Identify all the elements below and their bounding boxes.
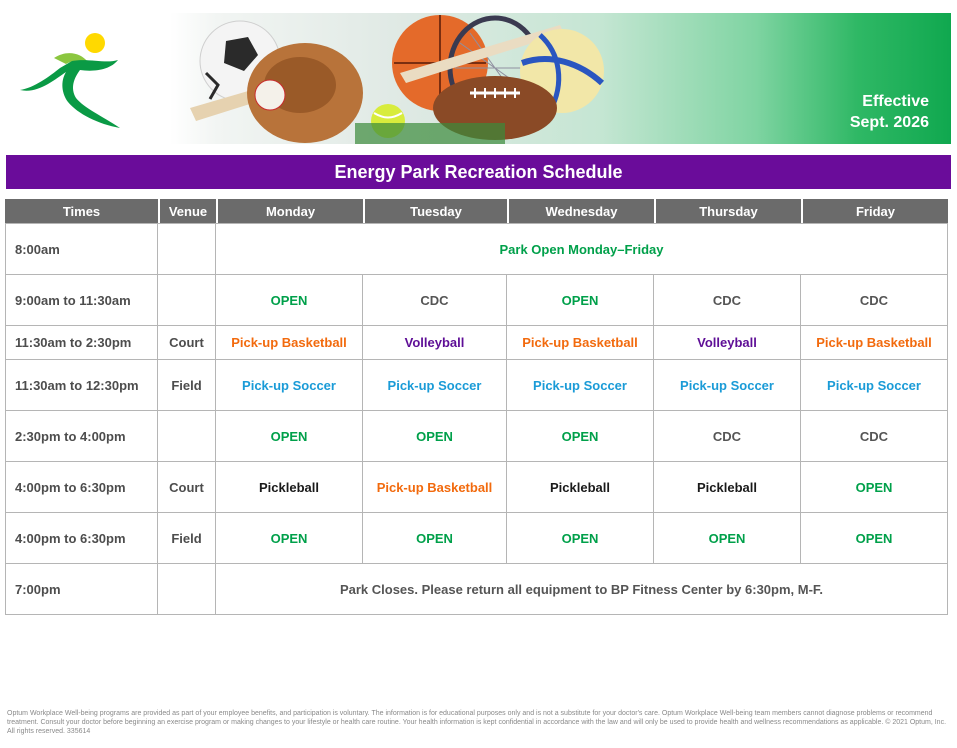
activity-cell: OPEN bbox=[507, 411, 654, 462]
activity-cell: Pick-up Soccer bbox=[363, 360, 507, 411]
venue-cell bbox=[158, 564, 216, 615]
table-row bbox=[5, 513, 948, 564]
schedule-title: Energy Park Recreation Schedule bbox=[6, 155, 951, 189]
venue-cell bbox=[158, 275, 216, 326]
park-open-cell: Park Open Monday–Friday bbox=[216, 223, 948, 275]
header-row bbox=[5, 199, 948, 223]
activity-cell: Pick-up Basketball bbox=[507, 326, 654, 360]
header-friday: Friday bbox=[801, 199, 948, 223]
venue-cell bbox=[158, 411, 216, 462]
venue-cell bbox=[158, 223, 216, 275]
runner-logo-icon bbox=[14, 28, 134, 133]
activity-cell: OPEN bbox=[216, 513, 363, 564]
venue-cell: Court bbox=[158, 462, 216, 513]
schedule-table bbox=[5, 199, 948, 615]
activity-cell: CDC bbox=[801, 411, 948, 462]
venue-cell: Field bbox=[158, 513, 216, 564]
activity-cell: CDC bbox=[363, 275, 507, 326]
header-times: Times bbox=[5, 199, 158, 223]
time-cell: 9:00am to 11:30am bbox=[5, 275, 158, 326]
sports-banner bbox=[170, 13, 951, 144]
activity-cell: Pick-up Basketball bbox=[216, 326, 363, 360]
activity-cell: OPEN bbox=[363, 513, 507, 564]
activity-cell: Volleyball bbox=[654, 326, 801, 360]
sports-equipment-image bbox=[170, 13, 951, 144]
table-row bbox=[5, 275, 948, 326]
activity-cell: Pickleball bbox=[654, 462, 801, 513]
time-cell: 2:30pm to 4:00pm bbox=[5, 411, 158, 462]
activity-cell: CDC bbox=[801, 275, 948, 326]
venue-cell: Court bbox=[158, 326, 216, 360]
activity-cell: Pick-up Basketball bbox=[363, 462, 507, 513]
activity-cell: OPEN bbox=[363, 411, 507, 462]
time-cell: 4:00pm to 6:30pm bbox=[5, 462, 158, 513]
activity-cell: Volleyball bbox=[363, 326, 507, 360]
table-row bbox=[5, 462, 948, 513]
time-cell: 4:00pm to 6:30pm bbox=[5, 513, 158, 564]
header-venue: Venue bbox=[158, 199, 216, 223]
activity-cell: Pick-up Soccer bbox=[801, 360, 948, 411]
activity-cell: OPEN bbox=[654, 513, 801, 564]
time-cell: 11:30am to 2:30pm bbox=[5, 326, 158, 360]
table-row bbox=[5, 326, 948, 360]
activity-cell: Pick-up Basketball bbox=[801, 326, 948, 360]
activity-cell: Pick-up Soccer bbox=[507, 360, 654, 411]
effective-date bbox=[850, 91, 929, 133]
activity-cell: OPEN bbox=[216, 275, 363, 326]
table-row bbox=[5, 360, 948, 411]
activity-cell: Pickleball bbox=[507, 462, 654, 513]
park-closes-cell: Park Closes. Please return all equipment to BP Fitness Center by 6:30pm, M-F. bbox=[216, 564, 948, 615]
activity-cell: OPEN bbox=[507, 513, 654, 564]
effective-date-value: Sept. 2026 bbox=[849, 114, 929, 131]
activity-cell: Pick-up Soccer bbox=[216, 360, 363, 411]
header-monday: Monday bbox=[216, 199, 363, 223]
header-thursday: Thursday bbox=[654, 199, 801, 223]
activity-cell: OPEN bbox=[507, 275, 654, 326]
activity-cell: Pick-up Soccer bbox=[654, 360, 801, 411]
effective-label: Effective bbox=[862, 93, 929, 110]
venue-cell: Field bbox=[158, 360, 216, 411]
table-row bbox=[5, 411, 948, 462]
activity-cell: OPEN bbox=[216, 411, 363, 462]
activity-cell: OPEN bbox=[801, 513, 948, 564]
activity-cell: OPEN bbox=[801, 462, 948, 513]
table-row bbox=[5, 564, 948, 615]
time-cell: 7:00pm bbox=[5, 564, 158, 615]
time-cell: 11:30am to 12:30pm bbox=[5, 360, 158, 411]
header-tuesday: Tuesday bbox=[363, 199, 507, 223]
footer-disclaimer: Optum Workplace Well-being programs are provided as part of your employee benefits, and participation is voluntary. The information is for educational purposes only and is not a substitute for your doctor's care. Optum Workplace Well-being team members cannot diagnose problems or recommend treatment. Consult your doctor before beginning an exercise program or making changes to your lifestyle or health care routine. Your health information is kept confidential in accordance with the law and will only be used to provide health and wellness recommendations as applicable. © 2021 Optum, Inc. All rights reserved. 335614 bbox=[7, 710, 947, 735]
time-cell: 8:00am bbox=[5, 223, 158, 275]
table-row bbox=[5, 223, 948, 275]
activity-cell: Pickleball bbox=[216, 462, 363, 513]
header-wednesday: Wednesday bbox=[507, 199, 654, 223]
activity-cell: CDC bbox=[654, 411, 801, 462]
activity-cell: CDC bbox=[654, 275, 801, 326]
